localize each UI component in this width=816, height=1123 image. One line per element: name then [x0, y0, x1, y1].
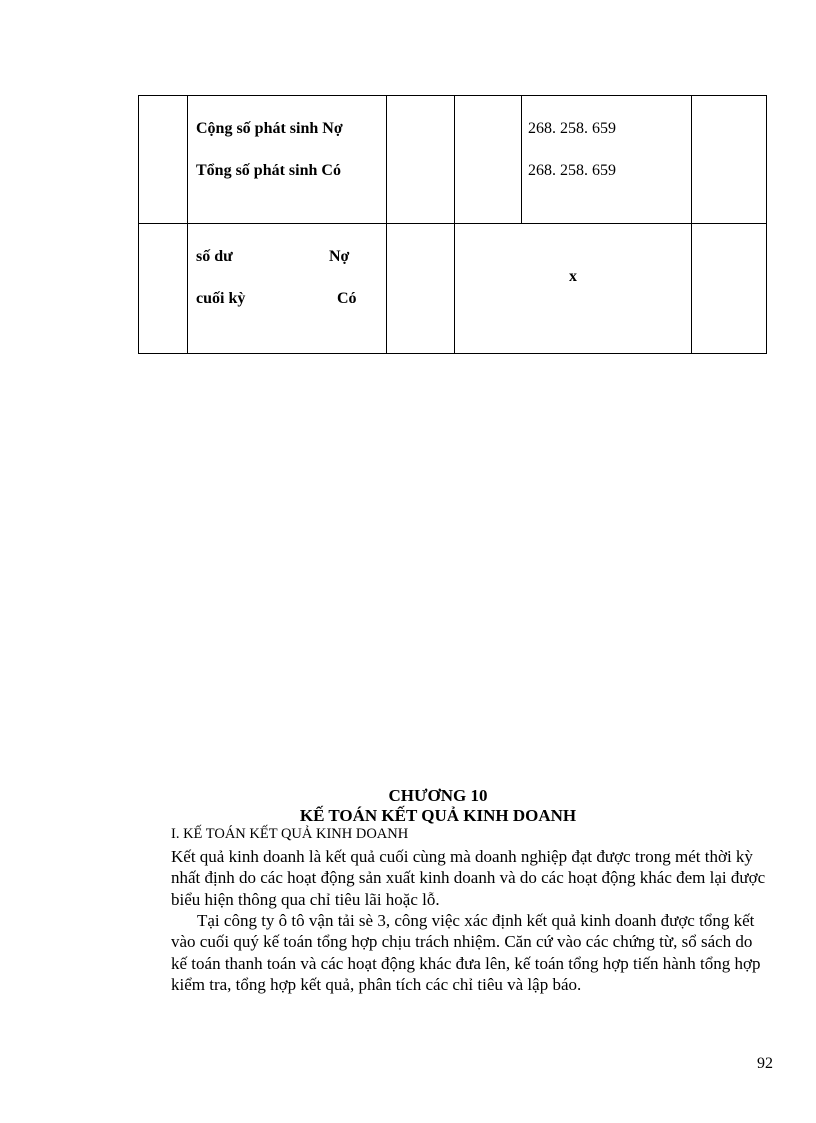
ledger-table	[138, 95, 767, 354]
paragraph: Tại công ty ô tô vận tải sè 3, công việc xác định kết quả kinh doanh được tổng kết vào cuối quý kế toán tổng hợp chịu trách nhiệm. Căn cứ vào các chứng từ, sổ sách do kế toán thanh toán và các hoạt động khác đưa lên, kế toán tổng hợp tiến hành tổng hợp kiểm tra, tổng hợp kết quả, phân tích các chỉ tiêu và lập báo.	[171, 911, 761, 994]
table-cell-label	[188, 224, 387, 354]
ending-balance-label: số dư	[196, 248, 233, 265]
table-cell-label	[188, 96, 387, 224]
section-heading: I. KẾ TOÁN KẾT QUẢ KINH DOANH	[171, 826, 409, 842]
table-cell	[387, 96, 455, 224]
table-row	[139, 96, 767, 224]
chapter-number: CHƯƠNG 10	[388, 786, 488, 805]
chapter-title: KẾ TOÁN KẾT QUẢ KINH DOANH	[299, 806, 577, 825]
table-cell	[692, 96, 767, 224]
total-credit-amount: 268. 258. 659	[528, 162, 616, 179]
table-row	[139, 224, 767, 354]
credit-label: Có	[337, 290, 357, 307]
table-cell-mark	[455, 224, 692, 354]
x-mark: x	[569, 268, 577, 285]
total-credit-label: Tổng số phát sinh Có	[196, 162, 341, 179]
table-cell-amount	[522, 96, 692, 224]
total-debit-label: Cộng số phát sinh Nợ	[196, 120, 343, 137]
table-cell	[139, 224, 188, 354]
total-debit-amount: 268. 258. 659	[528, 120, 616, 137]
paragraph: Kết quả kinh doanh là kết quả cuối cùng mà doanh nghiệp đạt được trong mét thời kỳ nhất định do các hoạt động sản xuất kinh doanh và do các hoạt động khác đem lại được biểu hiện thông qua chỉ tiêu lãi hoặc lỗ.	[171, 847, 766, 909]
debit-label: Nợ	[329, 248, 350, 265]
period-end-label: cuối kỳ	[196, 290, 246, 307]
table-cell	[455, 96, 522, 224]
table-cell	[692, 224, 767, 354]
page-number: 92	[757, 1055, 773, 1072]
table-cell	[387, 224, 455, 354]
table-cell	[139, 96, 188, 224]
